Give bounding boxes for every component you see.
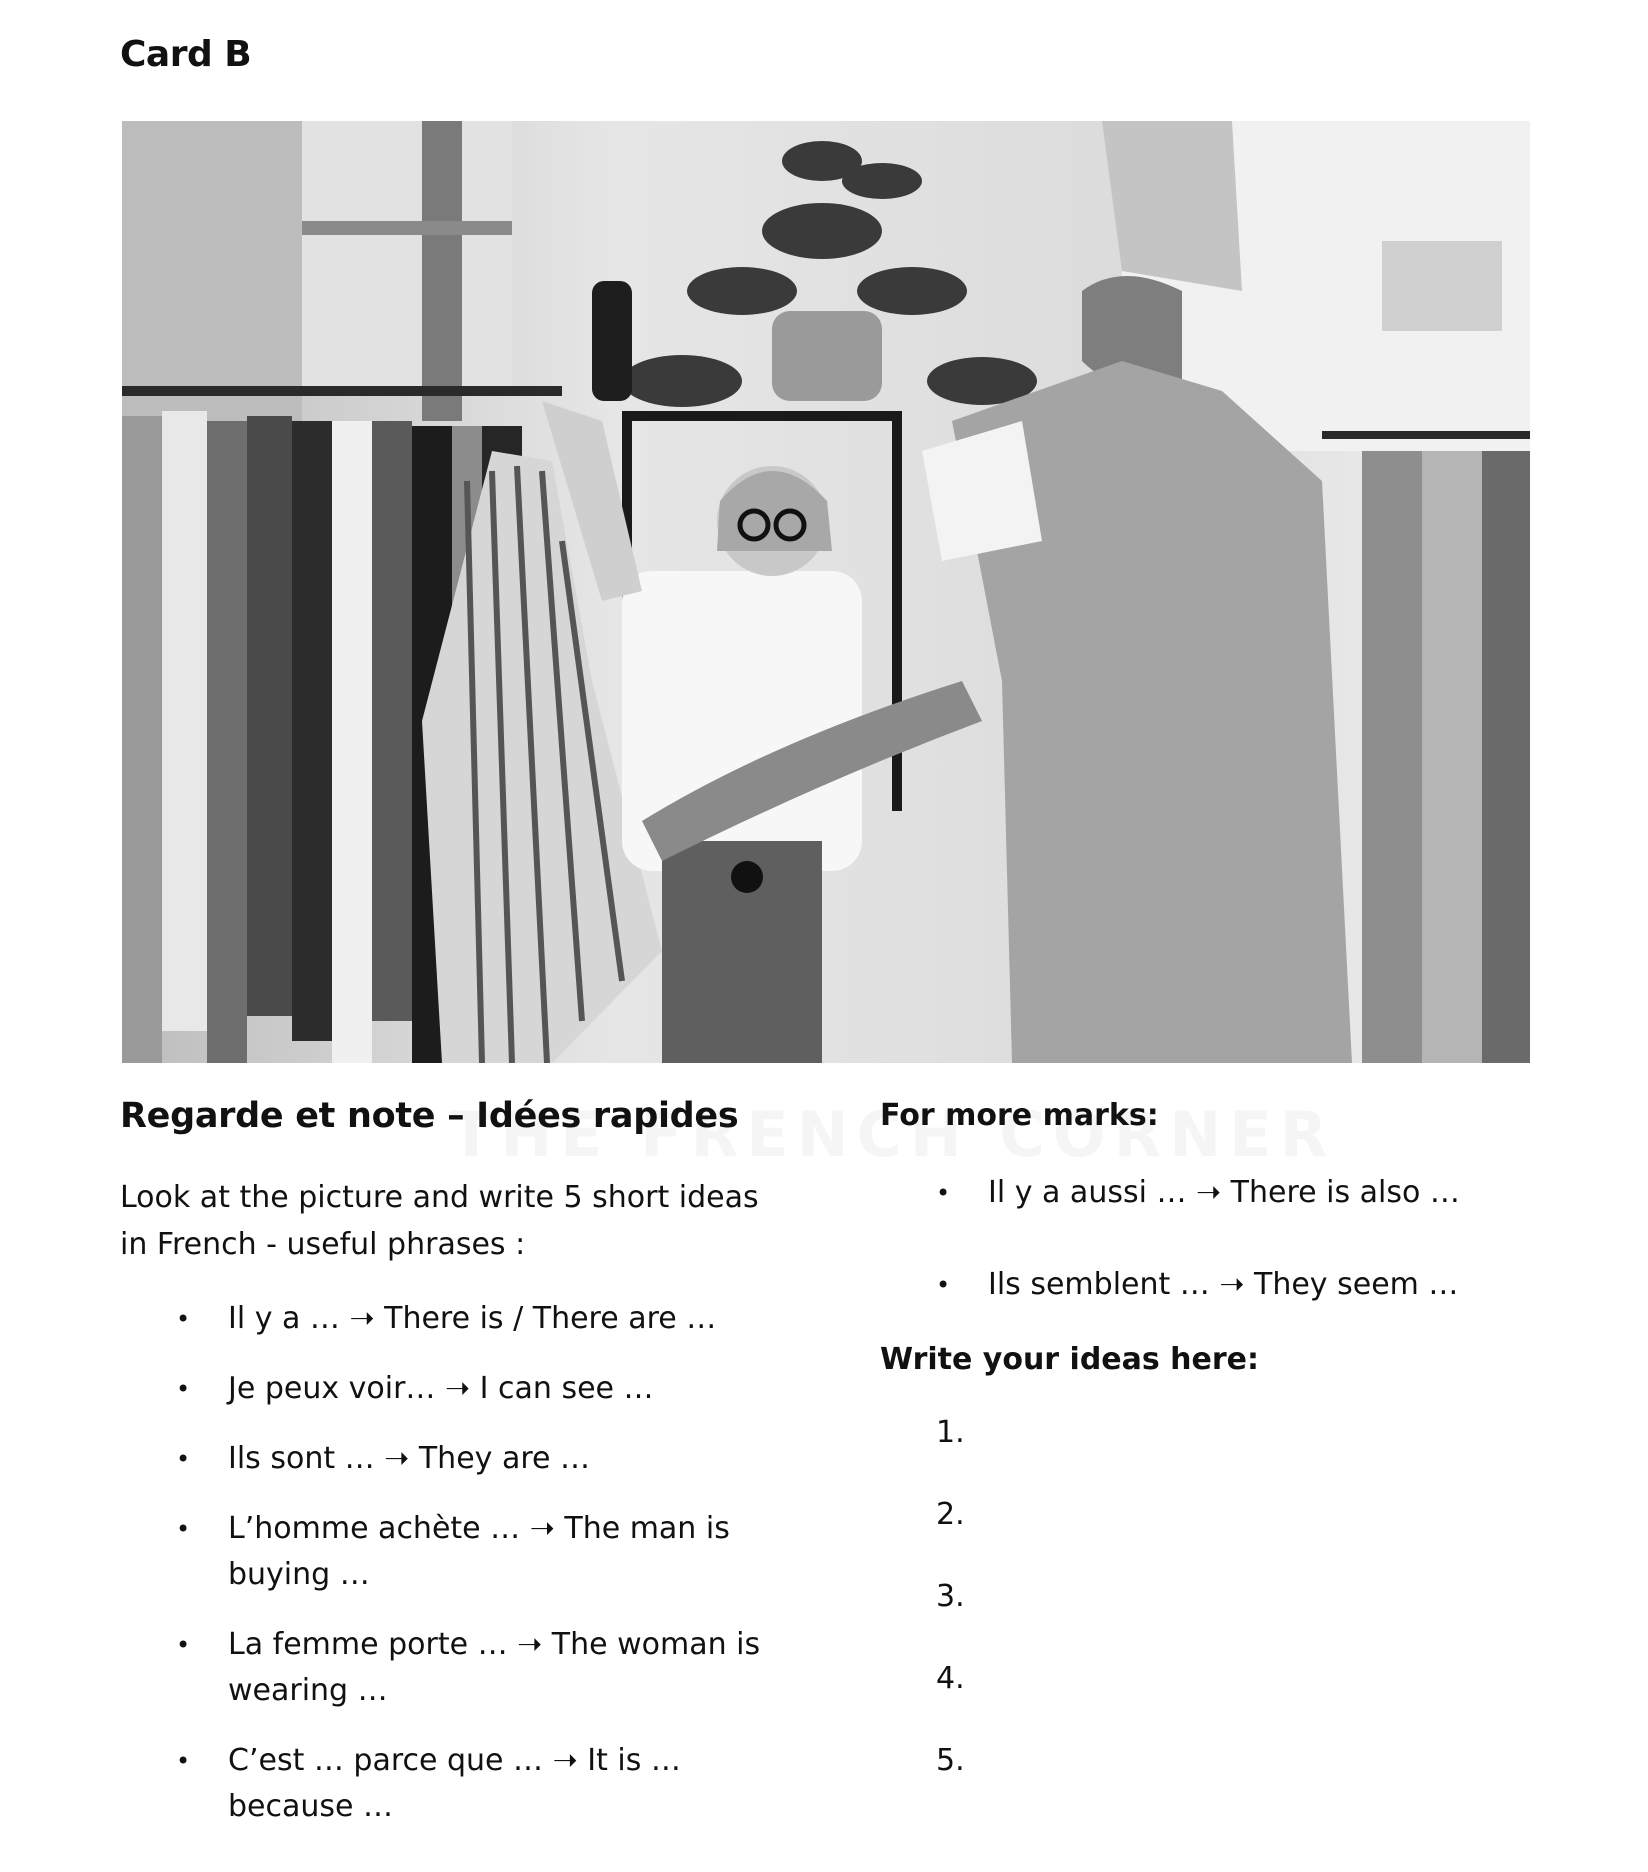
window — [302, 121, 512, 391]
shop-photo — [122, 121, 1530, 1063]
idea-line: 5. — [936, 1743, 965, 1778]
clothing-rail — [122, 386, 562, 396]
list-item — [120, 1366, 788, 1412]
list-item — [880, 1262, 1560, 1308]
phrase-text: L’homme achète … ➝ The man is buying … — [228, 1511, 730, 1592]
idea-line: 4. — [936, 1661, 965, 1696]
bullet-icon: • — [176, 1305, 191, 1333]
ideas-list — [880, 1410, 1560, 1820]
phrase-text: Il y a … ➝ There is / There are … — [228, 1301, 717, 1336]
activity-title: Regarde et note – Idées rapides — [120, 1096, 739, 1136]
idea-line: 3. — [936, 1579, 965, 1614]
activity-instructions: Look at the picture and write 5 short ideas in French - useful phrases : — [120, 1180, 759, 1262]
card-title: Card B — [120, 34, 252, 75]
list-item — [120, 1436, 788, 1482]
list-item — [120, 1622, 788, 1714]
plant-pot — [772, 311, 882, 401]
bullet-icon: • — [176, 1747, 191, 1775]
bullet-icon: • — [936, 1179, 951, 1207]
bullet-icon: • — [176, 1375, 191, 1403]
idea-line: 2. — [936, 1497, 965, 1532]
more-marks-heading: For more marks: — [880, 1098, 1159, 1133]
phrase-text: C’est … parce que … ➝ It is … because … — [228, 1743, 681, 1824]
useful-phrases-list — [120, 1296, 780, 1830]
write-ideas-heading: Write your ideas here: — [880, 1342, 1260, 1377]
bullet-icon: • — [936, 1271, 951, 1299]
bullet-icon: • — [176, 1445, 191, 1473]
phrase-text: La femme porte … ➝ The woman is wearing … — [228, 1627, 761, 1708]
left-column — [120, 1096, 780, 1854]
list-item — [120, 1296, 788, 1342]
list-item — [120, 1506, 788, 1598]
bullet-icon: • — [176, 1631, 191, 1659]
shelf — [622, 411, 902, 421]
list-item — [120, 1738, 788, 1830]
idea-line: 1. — [936, 1415, 965, 1450]
phrase-text: Je peux voir… ➝ I can see … — [228, 1371, 654, 1406]
bullet-icon: • — [176, 1515, 191, 1543]
more-marks-list — [880, 1170, 1560, 1308]
right-column — [880, 1096, 1560, 1820]
phrase-text: Il y a aussi … ➝ There is also … — [988, 1175, 1460, 1210]
phrase-text: Ils sont … ➝ They are … — [228, 1441, 590, 1476]
photo-illustration — [122, 121, 1530, 1063]
phrase-text: Ils semblent … ➝ They seem … — [988, 1267, 1459, 1302]
list-item — [880, 1170, 1560, 1216]
